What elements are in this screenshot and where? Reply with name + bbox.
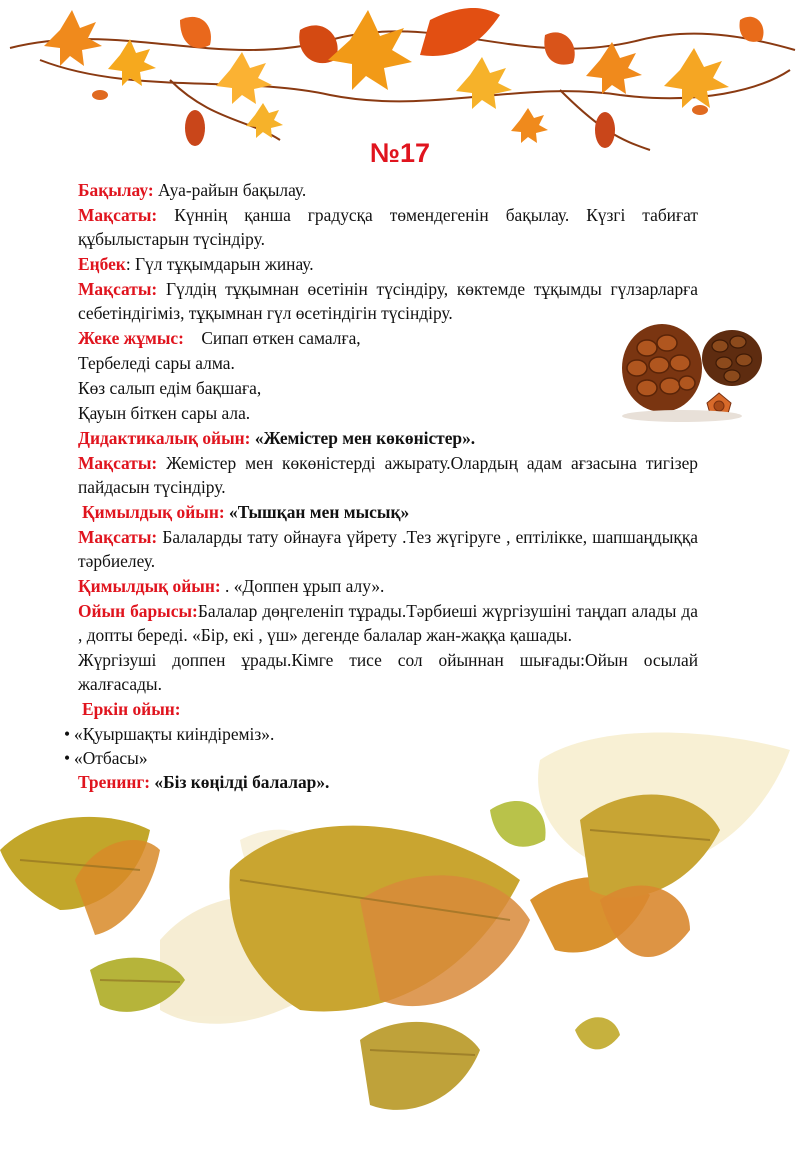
training-line [78, 770, 698, 794]
lesson-plan-text [64, 178, 698, 795]
didactic-game-title: «Жемістер мен көкөністер». [250, 428, 476, 448]
game-process-line [78, 599, 698, 647]
individual-work-line [78, 326, 698, 350]
goal-text: Күннің қанша градусқа төмендегенін бақылау. Күзгі табиғат құбылыстарын түсіндіру. [78, 205, 698, 249]
free-play-line [78, 697, 698, 721]
game-process-label: Ойын барысы: [78, 601, 198, 621]
didactic-game-label: Дидактикалық ойын: [78, 428, 251, 448]
didactic-game-line [78, 426, 698, 450]
goal-label: Мақсаты: [78, 205, 158, 225]
poem-line: Сипап өткен самалға, [201, 328, 361, 348]
poem-line: Қауын біткен сары ала. [78, 403, 251, 423]
goal-label: Мақсаты: [78, 279, 158, 299]
poem-line: Тербеледі сары алма. [78, 353, 235, 373]
list-item [64, 722, 698, 746]
observation-goal-line [78, 203, 698, 251]
labor-label: Еңбек [78, 254, 126, 274]
movement-game-title: «Тышқан мен мысық» [224, 502, 410, 522]
goal-label: Мақсаты: [78, 527, 158, 547]
labor-goal-line [78, 277, 698, 325]
bullet-icon: • [64, 748, 71, 768]
movement-game-label: Қимылдық ойын: [82, 502, 225, 522]
game-process-text: Балалар дөңгеленіп тұрады.Тәрбиеші жүргізушіні таңдап алады да , допты береді. «Бір, екі , үш» дегенде балалар жан-жаққа қашады. [78, 601, 698, 645]
individual-work-label: Жеке жұмыс: [78, 328, 184, 348]
free-play-label: Еркін ойын: [82, 699, 181, 719]
movement-goal-line [78, 525, 698, 573]
labor-line [78, 252, 698, 276]
didactic-goal-line [78, 451, 698, 499]
goal-text: Балаларды тату ойнауға үйрету .Тез жүгіруге , ептілікке, шапшаңдыққа тәрбиелеу. [78, 527, 698, 571]
game-process-continued: Жүргізуші доппен ұрады.Кімге тисе сол ойыннан шығады:Ойын осылай жалғасады. [78, 650, 698, 694]
list-item-text: «Отбасы» [74, 748, 148, 768]
goal-label: Мақсаты: [78, 453, 158, 473]
observation-label: Бақылау: [78, 180, 154, 200]
movement-game-label: Қимылдық ойын: [78, 576, 221, 596]
observation-text: Ауа-райын бақылау. [153, 180, 307, 200]
page-title: №17 [369, 138, 431, 169]
free-play-list [64, 722, 698, 770]
movement-game-line [78, 574, 698, 598]
labor-text: : Гүл тұқымдарын жинау. [125, 254, 314, 274]
bullet-icon: • [64, 724, 71, 744]
goal-text: Жемістер мен көкөністерді ажырату.Олардың адам ағзасына тигізер пайдасын түсіндіру. [78, 453, 698, 497]
training-label: Тренинг: [78, 772, 151, 792]
movement-game-line [78, 500, 698, 524]
training-title: «Біз көңілді балалар». [150, 772, 330, 792]
poem-line: Көз салып едім бақшаға, [78, 378, 262, 398]
list-item-text: «Қуыршақты киіндіреміз». [74, 724, 275, 744]
movement-game-title: . «Доппен ұрып алу». [220, 576, 385, 596]
observation-line [78, 178, 698, 202]
goal-text: Гүлдің тұқымнан өсетінін түсіндіру, көктемде тұқымды гүлзарларға себетіндігіміз, тұқымнан гүл өсетіндігін түсіндіру. [78, 279, 698, 323]
list-item [64, 746, 698, 770]
